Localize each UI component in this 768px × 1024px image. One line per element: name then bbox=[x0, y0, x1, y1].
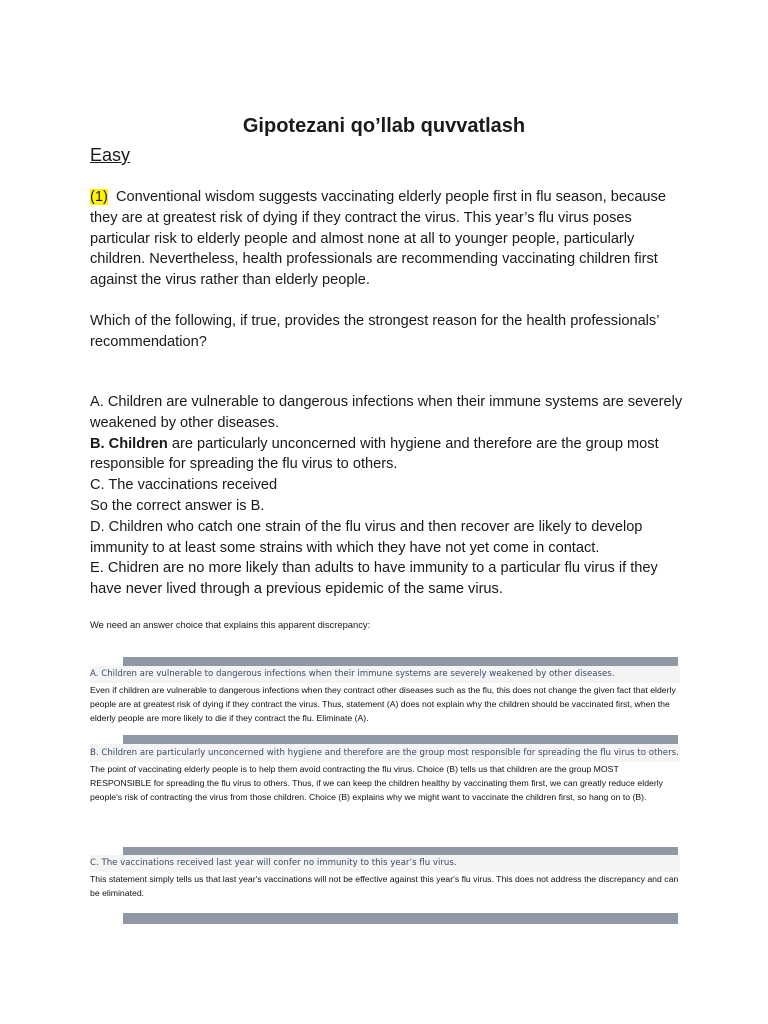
correct-answer-note: So the correct answer is B. bbox=[90, 497, 265, 514]
explanation-c bbox=[90, 855, 680, 901]
explanation-intro: We need an answer choice that explains this apparent discrepancy: bbox=[90, 619, 371, 630]
choice-b-lead: B. Children bbox=[90, 435, 168, 452]
question-stem bbox=[90, 187, 690, 291]
explanation-a bbox=[90, 666, 680, 725]
choice-b bbox=[90, 434, 690, 476]
choice-d: D. Children who catch one strain of the flu virus and then recover are likely to develop immunity to at least some strains with which they have not yet come in contact. bbox=[90, 518, 643, 556]
explanation-body: The point of vaccinating elderly people is to help them avoid contracting the flu virus. Choice (B) tells us that children are the group MOST RESPONSIBLE for spreading the flu virus to others. Thus, if we can keep the children healthy by vaccinating them first, we can greatly reduce elderly people's risk of contracting the virus from those children. Choice (B) explains why we might want to vaccinate the children first, so hang on to (B). bbox=[90, 764, 664, 802]
explanation-body: This statement simply tells us that last year's vaccinations will not be effective against this year's flu virus. This does not address the discrepancy and can be eliminated. bbox=[90, 874, 679, 898]
page-title: Gipotezani qo’llab quvvatlash bbox=[242, 115, 526, 137]
explanation-body: Even if children are vulnerable to dangerous infections when they contract other diseases such as the flu, this does not change the given fact that elderly people are at greatest risk of dying if they contract the virus. Thus, statement (A) does not explain why the children should be vaccinated first, when the elderly people are more likely to die if they contract the flu. Eliminate (A). bbox=[90, 685, 676, 723]
difficulty-level: Easy bbox=[90, 145, 131, 165]
explanation-b bbox=[90, 744, 680, 804]
question-number: (1) bbox=[90, 189, 108, 205]
choice-a: A. Children are vulnerable to dangerous infections when their immune systems are severely weakened by other diseases. bbox=[90, 394, 683, 431]
choice-b-text: are particularly unconcerned with hygiene and therefore are the group most responsible for spreading the flu virus to others. bbox=[90, 435, 659, 473]
explanation-heading: A. Children are vulnerable to dangerous infections when their immune systems are severely weakened by other diseases. bbox=[90, 666, 680, 683]
answer-choices bbox=[90, 392, 690, 600]
explanation-heading: B. Children are particularly unconcerned with hygiene and therefore are the group most responsible for spreading the flu virus to others. bbox=[90, 744, 680, 762]
section-divider-band bbox=[123, 913, 678, 924]
question-prompt: Which of the following, if true, provides the strongest reason for the health professionals’ recommendation? bbox=[90, 313, 659, 350]
explanation-heading: C. The vaccinations received last year will confer no immunity to this year’s flu virus. bbox=[90, 855, 680, 872]
question-text: Conventional wisdom suggests vaccinating elderly people first in flu season, because they are at greatest risk of dying if they contract the virus. This year’s flu virus poses particular risk to elderly people and almost none at all to younger people, particularly children. Nevertheless, health professionals are recommending vaccinating children first against the virus rather than elderly people. bbox=[90, 189, 666, 289]
choice-e: E. Chidren are no more likely than adults to have immunity to a particular flu virus if they have never lived through a previous epidemic of the same virus. bbox=[90, 560, 658, 598]
choice-c: C. The vaccinations received bbox=[90, 477, 278, 494]
